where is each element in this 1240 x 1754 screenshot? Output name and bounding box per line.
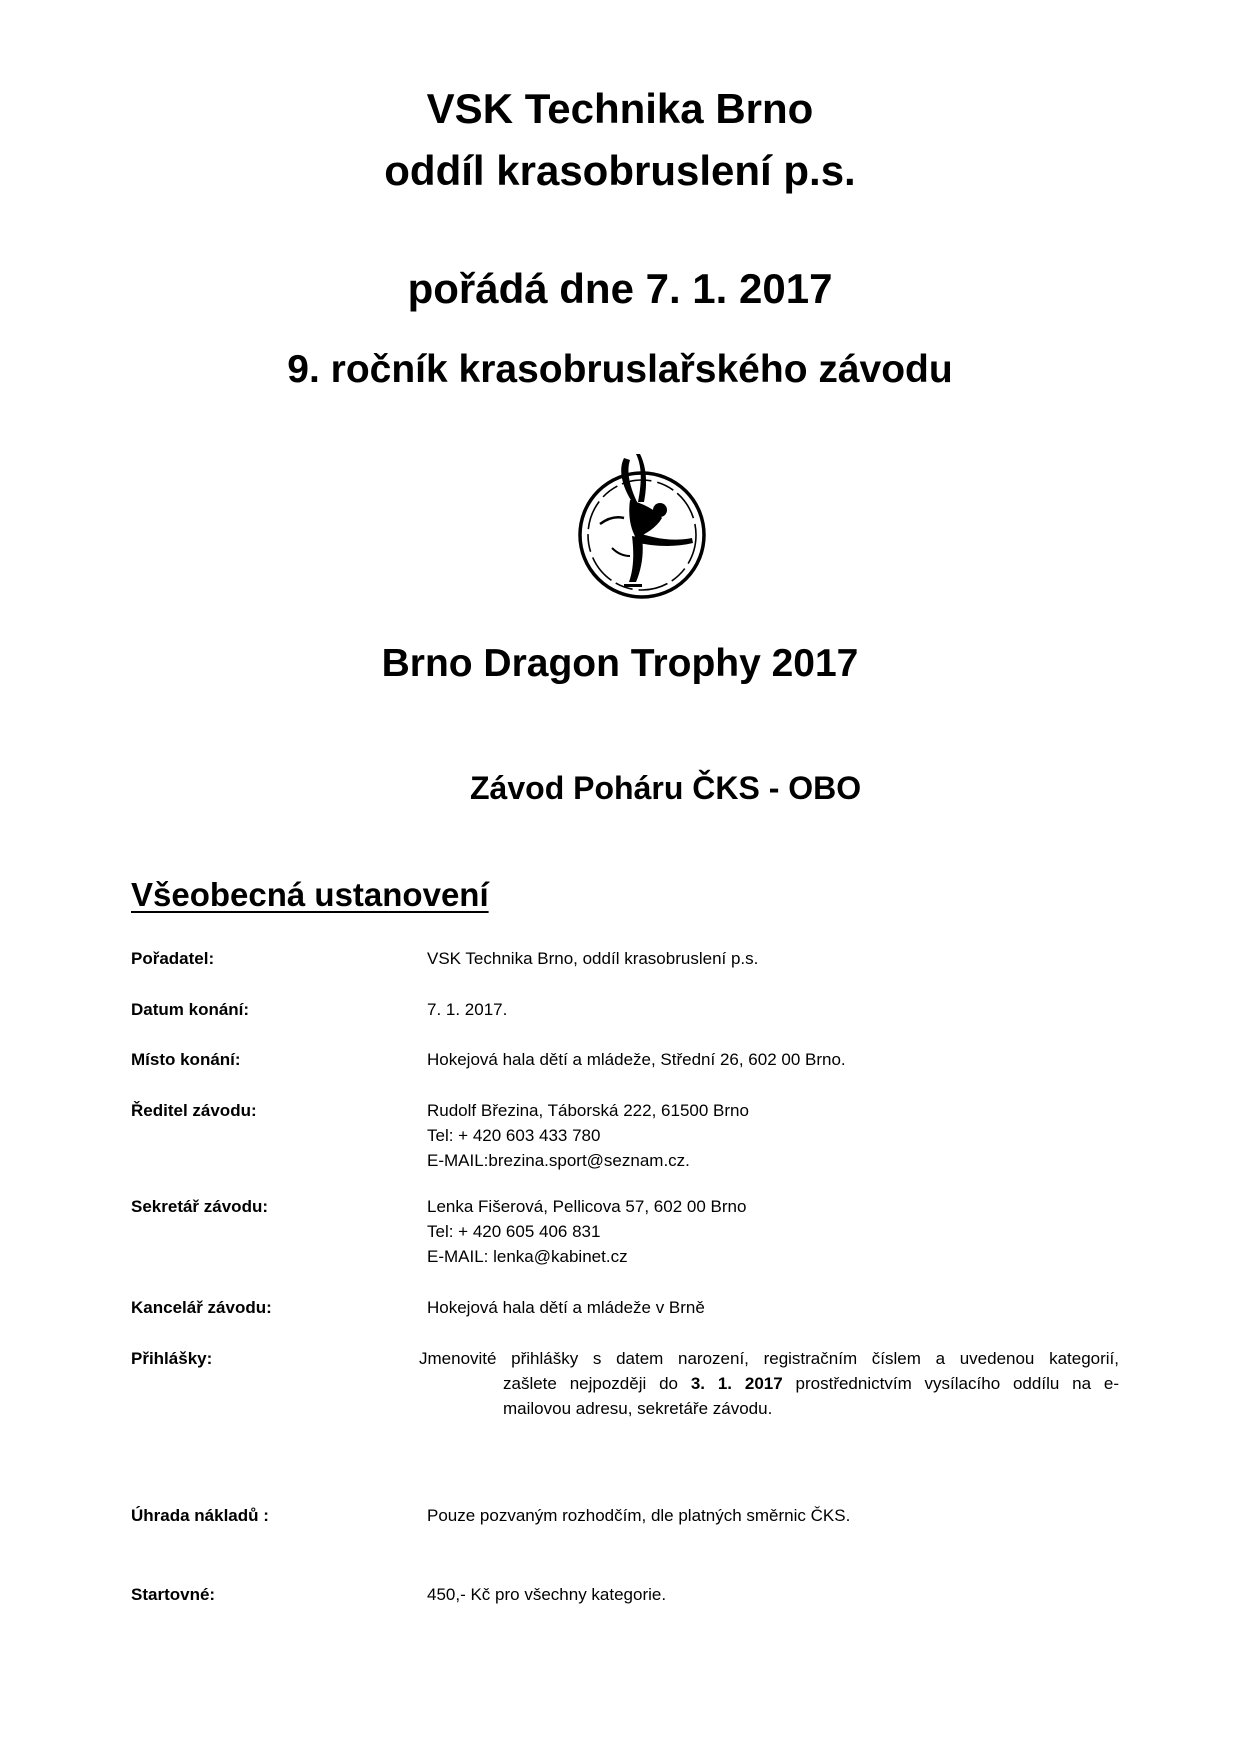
club-name: VSK Technika Brno bbox=[426, 85, 814, 132]
row-value bbox=[427, 1194, 746, 1269]
row-value bbox=[419, 1346, 1119, 1421]
row-value-line bbox=[419, 1371, 1119, 1396]
event-title: Brno Dragon Trophy 2017 bbox=[381, 642, 859, 685]
row-label: Pořadatel: bbox=[131, 949, 215, 968]
row-label: Datum konání: bbox=[131, 1000, 250, 1019]
text-run: zašlete nejpozději do bbox=[503, 1374, 691, 1393]
row-value bbox=[427, 1295, 705, 1320]
row-value-line: mailovou adresu, sekretáře závodu. bbox=[503, 1399, 773, 1418]
row-label: Přihlášky: bbox=[131, 1349, 213, 1368]
row-value-line: E-MAIL:brezina.sport@seznam.cz. bbox=[427, 1151, 690, 1170]
row-value bbox=[427, 997, 507, 1022]
row-value-line: Jmenovité přihlášky s datem narození, registračním číslem a uvedenou kategorií, bbox=[419, 1349, 1119, 1368]
event-series: Závod Poháru ČKS - OBO bbox=[470, 770, 862, 806]
row-label: Sekretář závodu: bbox=[131, 1197, 268, 1216]
row-label: Kancelář závodu: bbox=[131, 1298, 272, 1317]
row-label: Startovné: bbox=[131, 1585, 216, 1604]
club-section: oddíl krasobruslení p.s. bbox=[384, 147, 856, 194]
edition-title: 9. ročník krasobruslařského závodu bbox=[287, 348, 953, 391]
figure-skater-logo-icon bbox=[572, 452, 712, 604]
row-value-line: Hokejová hala dětí a mládeže, Střední 26, 602 00 Brno. bbox=[427, 1050, 846, 1069]
row-value: Pouze pozvaným rozhodčím, dle platných směrnic ČKS. bbox=[427, 1506, 851, 1525]
row-label: Ředitel závodu: bbox=[131, 1101, 257, 1120]
row-value-line: E-MAIL: lenka@kabinet.cz bbox=[427, 1247, 628, 1266]
row-value-line: Hokejová hala dětí a mládeže v Brně bbox=[427, 1298, 705, 1317]
row-value-line: Tel: + 420 605 406 831 bbox=[427, 1222, 601, 1241]
row-value-line: 7. 1. 2017. bbox=[427, 1000, 508, 1019]
row-value: 450,- Kč pro všechny kategorie. bbox=[427, 1585, 667, 1604]
row-value bbox=[427, 1098, 749, 1173]
row-value-line: Rudolf Březina, Táborská 222, 61500 Brno bbox=[427, 1101, 749, 1120]
section-heading: Všeobecná ustanovení bbox=[131, 876, 489, 913]
row-value bbox=[427, 1047, 846, 1072]
deadline-date: 3. 1. 2017 bbox=[690, 1374, 783, 1393]
row-value-line: Tel: + 420 603 433 780 bbox=[427, 1126, 601, 1145]
row-value-line: Lenka Fišerová, Pellicova 57, 602 00 Brno bbox=[427, 1197, 747, 1216]
row-label: Místo konání: bbox=[131, 1050, 241, 1069]
row-value bbox=[427, 946, 758, 971]
row-value-line: VSK Technika Brno, oddíl krasobruslení p.s. bbox=[427, 949, 759, 968]
row-label: Úhrada nákladů : bbox=[131, 1506, 269, 1525]
text-run: prostřednictvím vysílacího oddílu na e- bbox=[782, 1374, 1119, 1393]
organizes-date: pořádá dne 7. 1. 2017 bbox=[407, 265, 833, 312]
